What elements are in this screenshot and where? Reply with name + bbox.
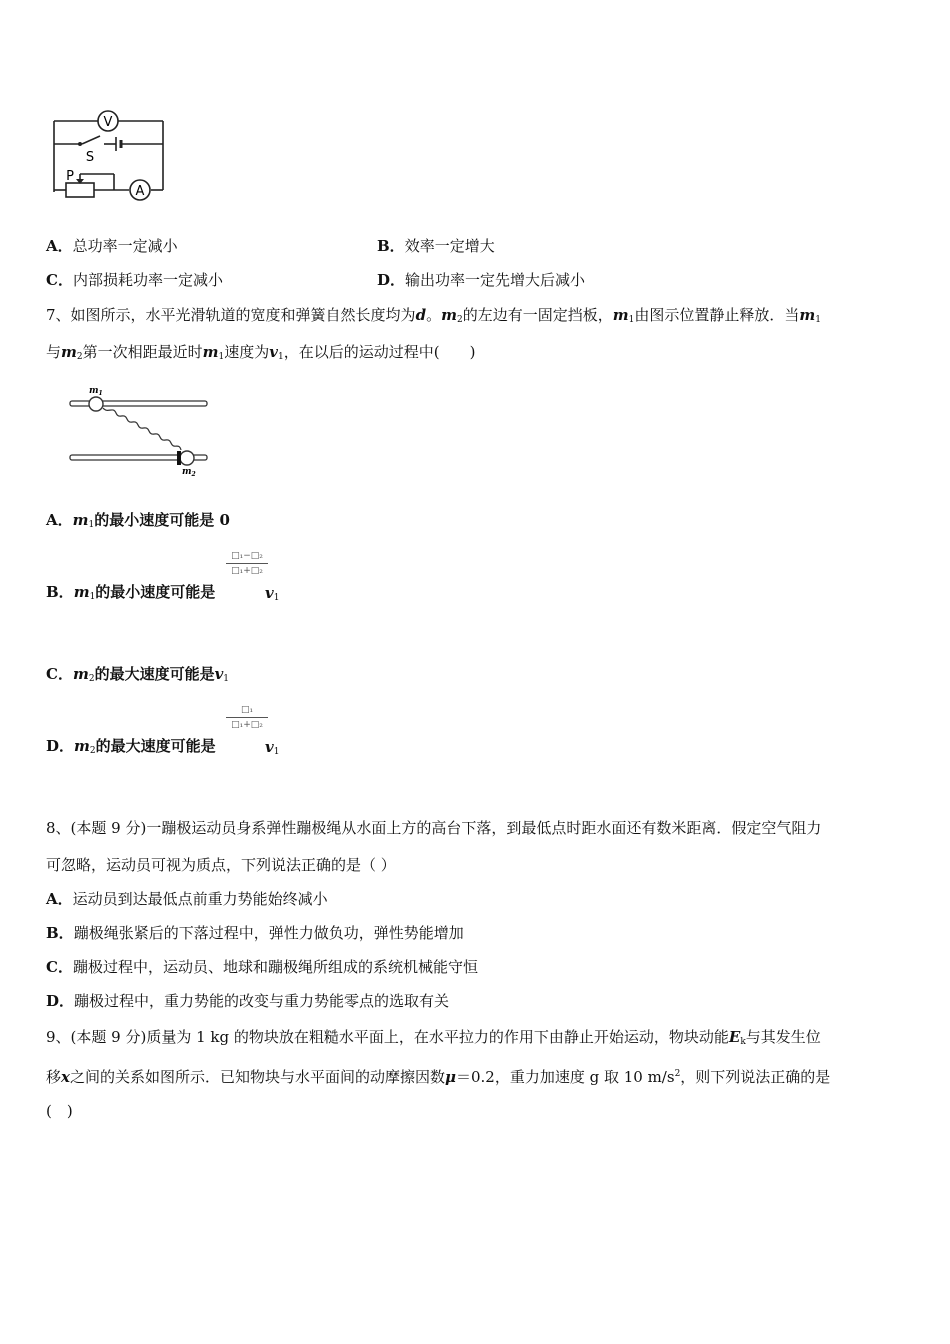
q7-option-a: A．$m_1$的最小速度可能是 0	[46, 511, 230, 530]
q8-option-c: C．蹦极过程中，运动员、地球和蹦极绳所组成的系统机械能守恒	[46, 958, 478, 976]
q6-option-c: C．内部损耗功率一定减小	[46, 271, 223, 289]
ammeter-label: A	[135, 184, 145, 199]
q7-option-d: D．$m_2$的最大速度可能是	[46, 737, 216, 756]
slider-label: P	[66, 169, 74, 184]
q8-option-d: D．蹦极过程中，重力势能的改变与重力势能零点的选取有关	[46, 992, 450, 1010]
q6-option-a: A．总功率一定减小	[46, 237, 178, 255]
fig-m1-label: $m_1$	[89, 386, 103, 397]
fig-m2-label: $m_2$	[182, 467, 196, 478]
q8-option-a: A．运动员到达最低点前重力势能始终减小	[46, 890, 328, 908]
q7-option-b-v: $v_1$	[265, 584, 280, 603]
q6-option-d: D．输出功率一定先增大后减小	[377, 271, 586, 289]
q9-stem-line-3: ( )	[46, 1102, 73, 1120]
q8-option-b: B．蹦极绳张紧后的下落过程中，弹性力做负功，弹性势能增加	[46, 924, 464, 942]
q7-option-b-fraction: □₁−□₂ □₁+□₂	[226, 550, 268, 577]
q8-stem-line-1: 8、(本题 9 分)一蹦极运动员身系弹性蹦极绳从水面上方的高台下落，到最低点时距水面还有数米距离．假定空气阻力	[46, 819, 822, 837]
switch-label: S	[85, 150, 95, 165]
q7-stem-line-2: 与$m_2$第一次相距最近时$m_1$速度为$v_1$，在以后的运动过程中( )	[46, 343, 476, 362]
q7-option-b: B．$m_1$的最小速度可能是	[46, 583, 216, 602]
voltmeter-label: V	[103, 115, 113, 130]
q9-stem-line-2: 移x之间的关系如图所示．已知物块与水平面间的动摩擦因数μ＝0.2，重力加速度 g 取 10 $m/s^2$，则下列说法正确的是	[46, 1068, 831, 1086]
q7-option-d-v: $v_1$	[265, 738, 280, 757]
q7-option-c: C．$m_2$的最大速度可能是$v_1$	[46, 665, 230, 684]
q7-stem-line-1: 7、如图所示，水平光滑轨道的宽度和弹簧自然长度均为d。$m_2$的左边有一固定挡板，$m_1$由图示位置静止释放．当$m_1$	[46, 306, 821, 325]
q9-stem-line-1: 9、(本题 9 分)质量为 1 kg 的物块放在粗糙水平面上，在水平拉力的作用下由静止开始运动，物块动能$E_k$与其发生位	[46, 1028, 821, 1047]
spring-rail-diagram	[0, 0, 950, 480]
q8-stem-line-2: 可忽略，运动员可视为质点，下列说法正确的是（ ）	[46, 856, 396, 874]
q7-option-d-fraction: □₁ □₁+□₂	[226, 704, 268, 731]
q6-option-b: B．效率一定增大	[377, 237, 495, 255]
